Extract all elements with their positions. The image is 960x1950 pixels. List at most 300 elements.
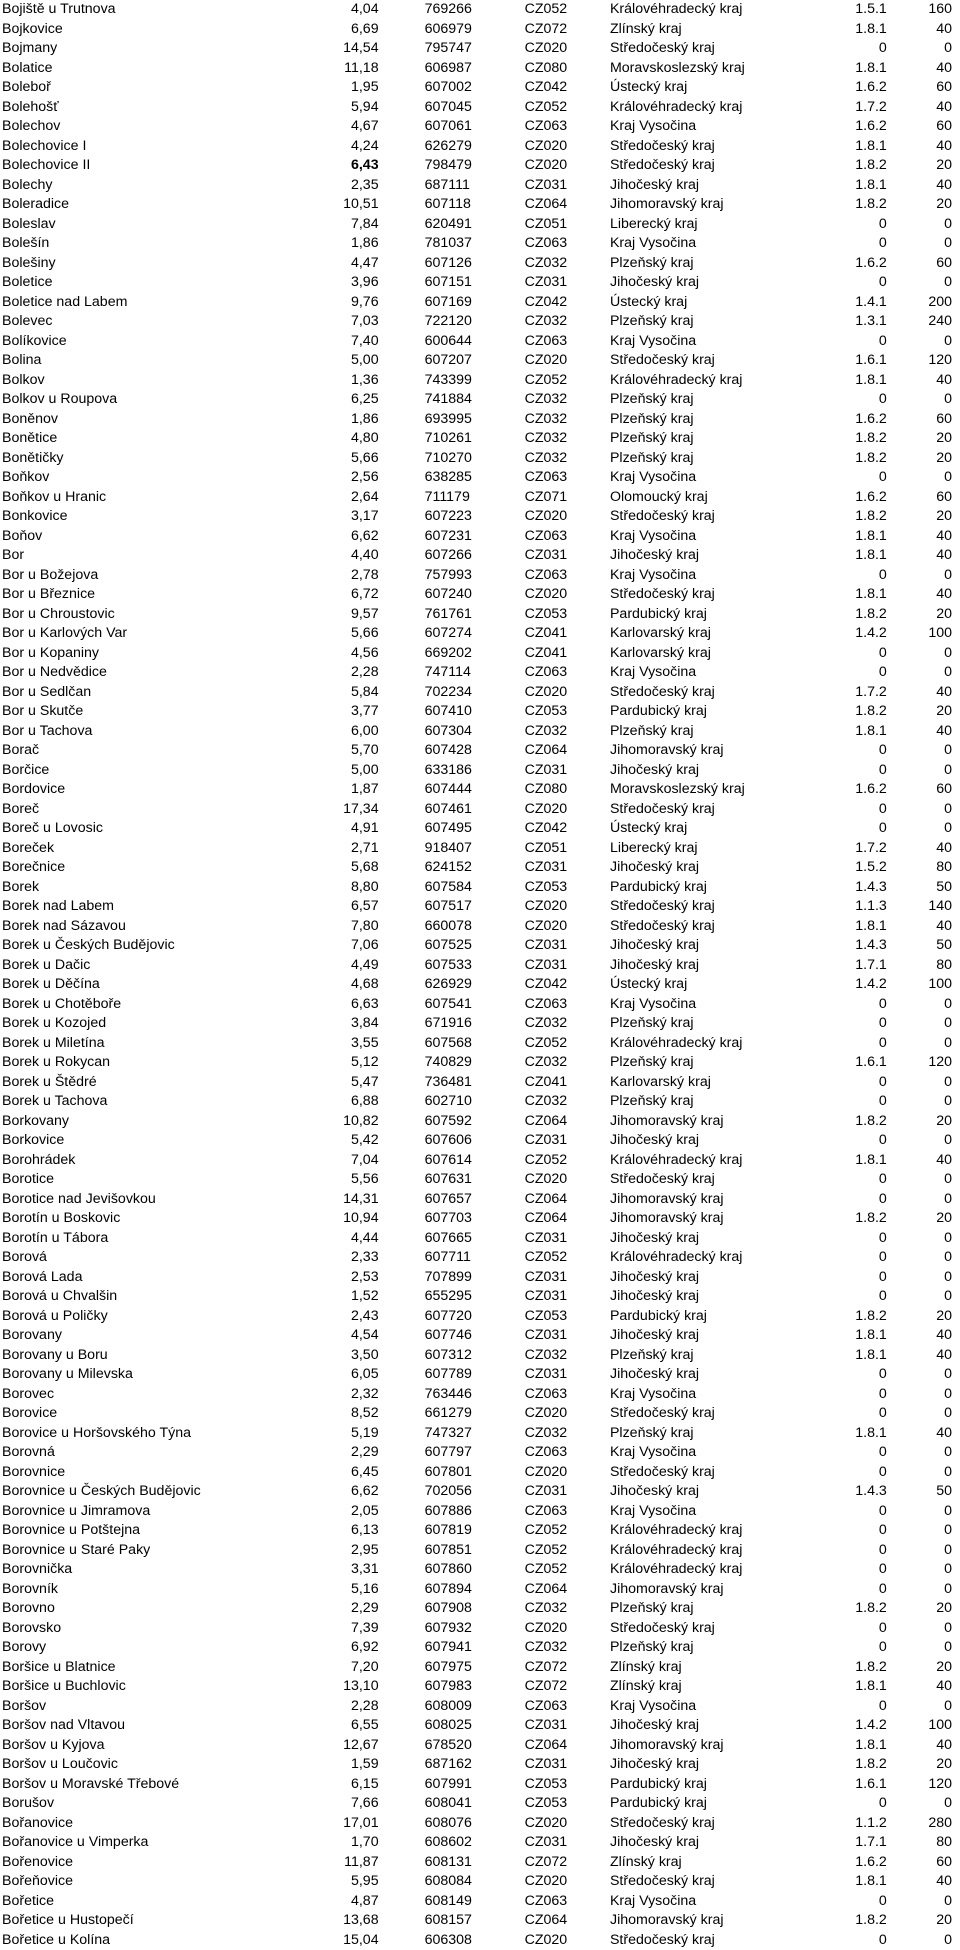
code-cell: 607746 (424, 1327, 472, 1343)
table-row (0, 819, 960, 839)
class-code-cell: 0 (878, 1288, 887, 1304)
nuts-code-cell: CZ020 (524, 1814, 568, 1831)
class-code-cell: 0 (878, 1405, 887, 1421)
nuts-code-cell: CZ032 (524, 1093, 568, 1109)
region-cell: Středočeský kraj (609, 917, 715, 934)
code-cell: 687162 (424, 1756, 472, 1772)
cadastral-name-cell: Bolkov (2, 371, 45, 388)
value-cell: 80 (936, 859, 952, 875)
cadastral-name-cell: Borek u Dačic (2, 956, 91, 973)
area-cell: 4,56 (350, 644, 379, 661)
table-row (0, 1365, 960, 1385)
cadastral-name-cell: Borovnice u Českých Budějovic (2, 1483, 201, 1499)
value-cell: 40 (936, 59, 952, 76)
cadastral-name-cell: Bolina (2, 352, 42, 368)
code-cell: 607908 (424, 1600, 472, 1616)
class-code-cell: 0 (878, 995, 887, 1012)
region-cell: Jihočeský kraj (609, 1327, 700, 1343)
region-cell: Královéhradecký kraj (609, 1151, 743, 1168)
value-cell: 50 (936, 937, 952, 953)
region-cell: Zlínský kraj (609, 1853, 682, 1870)
code-cell: 607533 (424, 956, 472, 973)
code-cell: 798479 (424, 157, 472, 173)
area-cell: 4,80 (350, 430, 379, 446)
region-cell: Jihočeský kraj (609, 1268, 700, 1285)
region-cell: Jihomoravský kraj (609, 1112, 724, 1129)
cadastral-name-cell: Boršov nad Vltavou (2, 1717, 126, 1733)
class-code-cell: 1.8.2 (855, 1912, 887, 1928)
cadastral-name-cell: Bor u Karlových Var (2, 625, 128, 641)
cadastral-name-cell: Borušov (2, 1795, 55, 1811)
class-code-cell: 0 (878, 1502, 887, 1519)
area-cell: 5,00 (350, 761, 379, 778)
table-row (0, 546, 960, 566)
class-code-cell: 1.8.1 (855, 722, 887, 739)
cadastral-name-cell: Borovnice u Jimramova (2, 1502, 151, 1519)
class-code-cell: 0 (878, 1385, 887, 1402)
area-cell: 6,25 (350, 391, 379, 407)
region-cell: Plzeňský kraj (609, 391, 694, 407)
region-cell: Ústecký kraj (609, 293, 688, 310)
cadastral-name-cell: Bolechovice II (2, 157, 91, 173)
table-row (0, 683, 960, 703)
code-cell: 606987 (424, 59, 472, 76)
code-cell: 607118 (424, 196, 471, 212)
class-code-cell: 1.6.2 (855, 79, 887, 95)
cadastral-name-cell: Bolechovice I (2, 137, 87, 154)
table-row (0, 1755, 960, 1775)
class-code-cell: 1.8.1 (855, 1873, 887, 1889)
value-cell: 40 (936, 1736, 952, 1753)
table-row (0, 839, 960, 859)
region-cell: Královéhradecký kraj (609, 1, 743, 17)
cadastral-name-cell: Boršov (2, 1697, 47, 1714)
nuts-code-cell: CZ032 (524, 722, 568, 739)
area-cell: 2,78 (350, 566, 379, 583)
nuts-code-cell: CZ080 (524, 781, 568, 797)
region-cell: Jihočeský kraj (609, 1834, 700, 1850)
cadastral-name-cell: Borek u Kozojed (2, 1015, 107, 1031)
nuts-code-cell: CZ032 (524, 254, 568, 271)
cadastral-name-cell: Bor u Božejova (2, 566, 99, 583)
region-cell: Pardubický kraj (609, 878, 707, 895)
code-cell: 608076 (424, 1814, 472, 1831)
region-cell: Středočeský kraj (609, 586, 715, 602)
region-cell: Karlovarský kraj (609, 625, 711, 641)
value-cell: 240 (928, 313, 952, 329)
region-cell: Středočeský kraj (609, 40, 715, 56)
value-cell: 0 (944, 215, 952, 232)
cadastral-name-cell: Boletice (2, 274, 53, 290)
class-code-cell: 0 (878, 566, 887, 583)
area-cell: 5,94 (350, 98, 379, 115)
code-cell: 607541 (424, 995, 472, 1012)
region-cell: Jihočeský kraj (609, 1483, 700, 1499)
region-cell: Plzeňský kraj (609, 1054, 694, 1070)
table-row (0, 390, 960, 410)
code-cell: 607304 (424, 722, 472, 739)
cadastral-name-cell: Borotice nad Jevišovkou (2, 1190, 156, 1207)
value-cell: 20 (936, 1307, 952, 1324)
area-cell: 4,04 (350, 1, 379, 17)
table-row (0, 761, 960, 781)
cadastral-name-cell: Bor u Sedlčan (2, 683, 92, 700)
nuts-code-cell: CZ053 (524, 1775, 568, 1792)
class-code-cell: 1.7.2 (855, 98, 887, 115)
code-cell: 607410 (424, 703, 472, 719)
area-cell: 5,00 (350, 352, 379, 368)
class-code-cell: 0 (878, 1093, 887, 1109)
region-cell: Plzeňský kraj (609, 1346, 694, 1363)
nuts-code-cell: CZ031 (524, 1268, 568, 1285)
cadastral-name-cell: Boňkov (2, 469, 50, 485)
class-code-cell: 1.8.1 (855, 59, 887, 76)
nuts-code-cell: CZ031 (524, 1717, 568, 1733)
class-code-cell: 1.4.1 (855, 293, 887, 310)
table-row (0, 1482, 960, 1502)
code-cell: 626929 (424, 976, 472, 992)
code-cell: 607312 (424, 1346, 472, 1363)
region-cell: Jihomoravský kraj (609, 196, 724, 212)
area-cell: 2,28 (350, 664, 379, 680)
class-code-cell: 1.6.2 (855, 254, 887, 271)
code-cell: 620491 (424, 215, 472, 232)
table-row (0, 1658, 960, 1678)
nuts-code-cell: CZ032 (524, 410, 568, 427)
code-cell: 607606 (424, 1132, 472, 1148)
value-cell: 60 (936, 254, 952, 271)
nuts-code-cell: CZ064 (524, 1580, 568, 1597)
region-cell: Jihočeský kraj (609, 274, 700, 290)
table-row (0, 371, 960, 391)
value-cell: 50 (936, 1483, 952, 1499)
area-cell: 5,42 (350, 1132, 379, 1148)
class-code-cell: 1.1.2 (855, 1814, 887, 1831)
cadastral-name-cell: Bojkovice (2, 20, 63, 37)
cadastral-name-cell: Borovany u Milevska (2, 1366, 133, 1382)
value-cell: 120 (928, 1054, 952, 1070)
table-row (0, 117, 960, 137)
class-code-cell: 1.6.2 (855, 410, 887, 427)
value-cell: 80 (936, 1834, 952, 1850)
table-row (0, 1053, 960, 1073)
table-row (0, 39, 960, 59)
cadastral-name-cell: Bořeňovice (2, 1873, 73, 1889)
class-code-cell: 1.4.2 (855, 976, 887, 992)
class-code-cell: 0 (878, 761, 887, 778)
area-cell: 8,52 (350, 1405, 379, 1421)
class-code-cell: 1.8.2 (855, 1210, 887, 1226)
table-row (0, 1404, 960, 1424)
area-cell: 9,76 (350, 293, 379, 310)
nuts-code-cell: CZ052 (524, 1541, 568, 1558)
cadastral-name-cell: Bonětice (2, 430, 58, 446)
code-cell: 781037 (424, 235, 472, 251)
value-cell: 0 (944, 1444, 952, 1460)
cadastral-name-cell: Borohrádek (2, 1151, 76, 1168)
nuts-code-cell: CZ020 (524, 917, 568, 934)
nuts-code-cell: CZ052 (524, 98, 568, 115)
area-cell: 10,94 (343, 1210, 379, 1226)
region-cell: Jihočeský kraj (609, 1288, 700, 1304)
area-cell: 5,68 (350, 859, 379, 875)
nuts-code-cell: CZ052 (524, 1151, 568, 1168)
region-cell: Liberecký kraj (609, 215, 698, 232)
area-cell: 2,71 (350, 839, 379, 856)
area-cell: 2,53 (350, 1268, 379, 1285)
nuts-code-cell: CZ031 (524, 956, 568, 973)
class-code-cell: 1.8.1 (855, 137, 887, 154)
nuts-code-cell: CZ041 (524, 644, 568, 661)
area-cell: 7,40 (350, 332, 379, 349)
nuts-code-cell: CZ051 (524, 839, 568, 856)
table-row (0, 156, 960, 176)
value-cell: 40 (936, 839, 952, 856)
code-cell: 608009 (424, 1697, 472, 1714)
table-row (0, 1853, 960, 1873)
class-code-cell: 1.8.2 (855, 449, 887, 466)
class-code-cell: 0 (878, 235, 887, 251)
nuts-code-cell: CZ063 (524, 1502, 568, 1519)
value-cell: 40 (936, 917, 952, 934)
code-cell: 638285 (424, 469, 472, 485)
nuts-code-cell: CZ031 (524, 274, 568, 290)
code-cell: 769266 (424, 1, 472, 17)
code-cell: 608084 (424, 1873, 472, 1889)
code-cell: 608157 (424, 1912, 472, 1928)
code-cell: 600644 (424, 332, 472, 349)
region-cell: Středočeský kraj (609, 1405, 715, 1421)
code-cell: 757993 (424, 566, 472, 583)
value-cell: 40 (936, 1873, 952, 1889)
region-cell: Pardubický kraj (609, 605, 707, 622)
nuts-code-cell: CZ063 (524, 566, 568, 583)
value-cell: 0 (944, 1697, 952, 1714)
area-cell: 4,44 (350, 1229, 379, 1246)
table-row (0, 1463, 960, 1483)
class-code-cell: 1.3.1 (855, 313, 887, 329)
cadastral-name-cell: Borek u Děčína (2, 976, 100, 992)
area-cell: 11,87 (344, 1853, 379, 1870)
table-row (0, 234, 960, 254)
table-row (0, 312, 960, 332)
class-code-cell: 0 (878, 1190, 887, 1207)
code-cell: 607614 (424, 1151, 472, 1168)
region-cell: Kraj Vysočina (609, 1502, 697, 1519)
nuts-code-cell: CZ042 (524, 820, 568, 836)
area-cell: 11,18 (344, 59, 379, 76)
cadastral-name-cell: Borek u Českých Budějovic (2, 937, 175, 953)
code-cell: 710270 (424, 449, 472, 466)
nuts-code-cell: CZ020 (524, 1873, 568, 1889)
area-cell: 2,35 (350, 176, 379, 193)
nuts-code-cell: CZ032 (524, 1054, 568, 1070)
cadastral-name-cell: Boňkov u Hranic (2, 488, 107, 505)
value-cell: 160 (928, 1, 952, 17)
region-cell: Královéhradecký kraj (609, 1249, 743, 1265)
area-cell: 7,03 (350, 313, 379, 329)
code-cell: 722120 (424, 313, 472, 329)
cadastral-name-cell: Borač (2, 742, 40, 758)
cadastral-name-cell: Bolatice (2, 59, 53, 76)
class-code-cell: 0 (878, 664, 887, 680)
class-code-cell: 1.8.1 (855, 1327, 887, 1343)
region-cell: Jihočeský kraj (609, 1717, 700, 1733)
value-cell: 40 (936, 137, 952, 154)
table-row (0, 1541, 960, 1561)
cadastral-name-cell: Borotín u Tábora (2, 1229, 109, 1246)
nuts-code-cell: CZ020 (524, 800, 568, 817)
cadastral-name-cell: Borečnice (2, 859, 66, 875)
cadastral-name-cell: Boreček (2, 839, 55, 856)
table-row (0, 527, 960, 547)
value-cell: 40 (936, 1327, 952, 1343)
code-cell: 607002 (424, 79, 472, 95)
nuts-code-cell: CZ072 (524, 20, 568, 37)
area-cell: 17,01 (343, 1814, 379, 1831)
value-cell: 0 (944, 800, 952, 817)
value-cell: 0 (944, 1093, 952, 1109)
nuts-code-cell: CZ020 (524, 1463, 568, 1480)
class-code-cell: 0 (878, 742, 887, 758)
table-row (0, 1209, 960, 1229)
region-cell: Moravskoslezský kraj (609, 59, 745, 76)
table-row (0, 293, 960, 313)
code-cell: 661279 (424, 1405, 472, 1421)
region-cell: Zlínský kraj (609, 1678, 682, 1694)
class-code-cell: 0 (878, 1795, 887, 1811)
area-cell: 7,20 (350, 1658, 379, 1675)
nuts-code-cell: CZ020 (524, 1171, 568, 1187)
code-cell: 608149 (424, 1892, 472, 1909)
code-cell: 740829 (424, 1054, 472, 1070)
value-cell: 40 (936, 527, 952, 544)
table-row (0, 1112, 960, 1132)
table-row (0, 273, 960, 293)
area-cell: 3,50 (350, 1346, 379, 1363)
nuts-code-cell: CZ020 (524, 1931, 568, 1948)
code-cell: 671916 (424, 1015, 472, 1031)
region-cell: Plzeňský kraj (609, 1424, 694, 1441)
area-cell: 2,95 (350, 1541, 379, 1558)
table-row (0, 1443, 960, 1463)
table-row (0, 1560, 960, 1580)
table-row (0, 410, 960, 430)
class-code-cell: 1.8.2 (855, 196, 887, 212)
code-cell: 607061 (424, 118, 472, 134)
class-code-cell: 1.8.2 (855, 430, 887, 446)
code-cell: 607789 (424, 1366, 472, 1382)
area-cell: 10,82 (343, 1112, 379, 1129)
cadastral-name-cell: Borovany (2, 1327, 62, 1343)
class-code-cell: 0 (878, 215, 887, 232)
region-cell: Pardubický kraj (609, 1307, 707, 1324)
region-cell: Pardubický kraj (609, 1795, 707, 1811)
nuts-code-cell: CZ032 (524, 1639, 568, 1655)
region-cell: Jihomoravský kraj (609, 1736, 724, 1753)
area-cell: 13,68 (343, 1912, 379, 1928)
area-cell: 3,17 (350, 508, 379, 524)
value-cell: 40 (936, 1424, 952, 1441)
nuts-code-cell: CZ031 (524, 547, 568, 563)
table-row (0, 1385, 960, 1405)
value-cell: 0 (944, 566, 952, 583)
region-cell: Královéhradecký kraj (609, 1034, 743, 1051)
code-cell: 607991 (424, 1775, 472, 1792)
table-row (0, 897, 960, 917)
cadastral-name-cell: Boněnov (2, 410, 59, 427)
code-cell: 606308 (424, 1931, 472, 1948)
region-cell: Jihočeský kraj (609, 956, 700, 973)
area-cell: 6,57 (350, 898, 379, 914)
nuts-code-cell: CZ052 (524, 1522, 568, 1538)
area-cell: 7,66 (350, 1795, 379, 1811)
table-row (0, 507, 960, 527)
area-cell: 4,40 (350, 547, 379, 563)
code-cell: 741884 (424, 391, 472, 407)
area-cell: 5,12 (350, 1054, 379, 1070)
table-row (0, 1092, 960, 1112)
table-row (0, 1248, 960, 1268)
region-cell: Jihomoravský kraj (609, 1580, 724, 1597)
value-cell: 60 (936, 1853, 952, 1870)
region-cell: Olomoucký kraj (609, 488, 708, 505)
code-cell: 607703 (424, 1210, 472, 1226)
code-cell: 608602 (424, 1834, 472, 1850)
class-code-cell: 1.8.1 (855, 1151, 887, 1168)
class-code-cell: 1.6.2 (855, 488, 887, 505)
table-row (0, 1151, 960, 1171)
area-cell: 5,66 (350, 625, 379, 641)
value-cell: 0 (944, 1171, 952, 1187)
code-cell: 607886 (424, 1502, 472, 1519)
code-cell: 747114 (424, 664, 471, 680)
class-code-cell: 0 (878, 1619, 887, 1636)
class-code-cell: 1.8.1 (855, 586, 887, 602)
table-row (0, 1307, 960, 1327)
code-cell: 707899 (424, 1268, 472, 1285)
nuts-code-cell: CZ052 (524, 1034, 568, 1051)
value-cell: 100 (928, 1717, 952, 1733)
code-cell: 607207 (424, 352, 472, 368)
nuts-code-cell: CZ032 (524, 1346, 568, 1363)
nuts-code-cell: CZ072 (524, 1658, 568, 1675)
nuts-code-cell: CZ031 (524, 1483, 568, 1499)
region-cell: Pardubický kraj (609, 703, 707, 719)
class-code-cell: 1.8.1 (855, 1346, 887, 1363)
region-cell: Středočeský kraj (609, 352, 715, 368)
class-code-cell: 0 (878, 1697, 887, 1714)
table-row (0, 59, 960, 79)
nuts-code-cell: CZ053 (524, 703, 568, 719)
code-cell: 763446 (424, 1385, 472, 1402)
nuts-code-cell: CZ020 (524, 157, 568, 173)
table-row (0, 1229, 960, 1249)
area-cell: 1,36 (350, 371, 379, 388)
value-cell: 20 (936, 196, 952, 212)
area-cell: 7,04 (350, 1151, 379, 1168)
region-cell: Kraj Vysočina (609, 1385, 697, 1402)
nuts-code-cell: CZ031 (524, 1229, 568, 1246)
area-cell: 3,96 (350, 274, 379, 290)
cadastral-name-cell: Borovy (2, 1639, 47, 1655)
class-code-cell: 0 (878, 800, 887, 817)
code-cell: 624152 (424, 859, 472, 875)
region-cell: Plzeňský kraj (609, 313, 694, 329)
class-code-cell: 1.7.1 (855, 1834, 887, 1850)
code-cell: 607819 (424, 1522, 472, 1538)
class-code-cell: 1.8.2 (855, 508, 887, 524)
